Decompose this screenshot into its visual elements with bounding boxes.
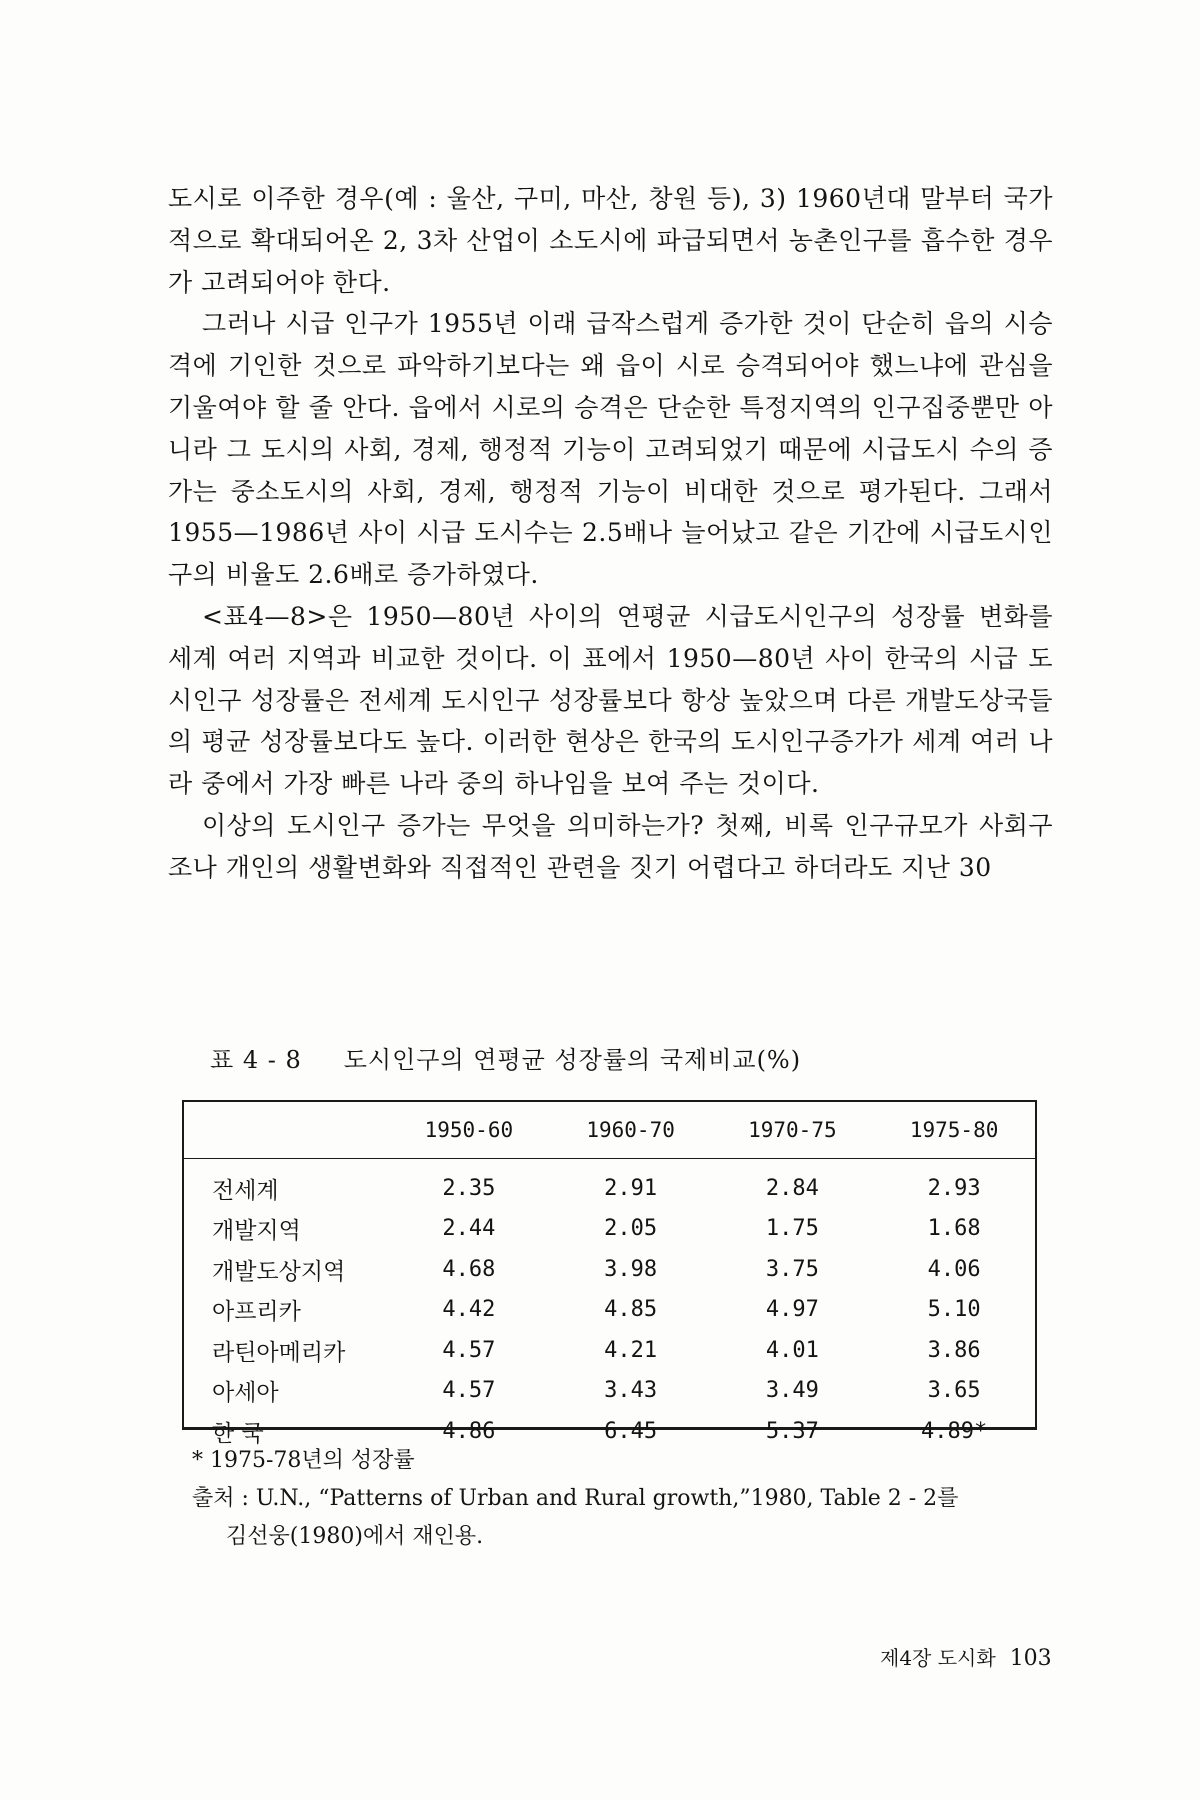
column-header: 1960-70 — [550, 1102, 712, 1159]
page-number: 103 — [1009, 1646, 1052, 1671]
table-row — [184, 1290, 1035, 1331]
table-cell: 4.68 — [442, 1256, 496, 1282]
chapter-title: 제4장 도시화 — [880, 1646, 996, 1670]
table-cell: 4.42 — [442, 1297, 496, 1323]
table-cell: 4.97 — [765, 1297, 819, 1323]
body-text — [168, 178, 1053, 889]
data-table — [182, 1100, 1037, 1447]
table-cell: 5.10 — [927, 1297, 981, 1323]
row-label: 전세계 — [212, 1177, 279, 1204]
row-label: 아프리카 — [212, 1299, 301, 1326]
table-cell: 4.06 — [927, 1256, 981, 1282]
table-cell: 2.35 — [442, 1175, 496, 1201]
table-cell: 4.57 — [442, 1378, 496, 1404]
table-cell: 2.93 — [927, 1175, 981, 1201]
table-number: 표 4 - 8 — [210, 1046, 302, 1074]
table-cell: 4.57 — [442, 1337, 496, 1363]
paragraph: 이상의 도시인구 증가는 무엇을 의미하는가? 첫째, 비록 인구규모가 사회구조나 개인의 생활변화와 직접적인 관련을 짓기 어렵다고 하더라도 지난 30 — [168, 810, 1053, 882]
row-label: 한 국 — [212, 1420, 264, 1447]
table-cell: 4.86 — [442, 1418, 496, 1444]
table-row — [184, 1249, 1035, 1290]
table-cell: 4.01 — [765, 1337, 819, 1363]
row-label: 아세아 — [212, 1380, 279, 1407]
page-footer — [880, 1642, 1052, 1671]
row-label: 개발도상지역 — [212, 1258, 346, 1285]
table-caption — [210, 1040, 801, 1075]
table-row — [184, 1159, 1035, 1209]
table-notes — [192, 1442, 1052, 1556]
table-cell: 3.65 — [927, 1378, 981, 1404]
table-cell: 3.49 — [765, 1378, 819, 1404]
table-row — [184, 1209, 1035, 1250]
footnote: * 1975-78년의 성장률 — [192, 1448, 415, 1473]
column-header: 1950-60 — [388, 1102, 550, 1159]
table-cell: 1.75 — [765, 1216, 819, 1242]
table-row — [184, 1371, 1035, 1412]
paragraph: 그러나 시급 인구가 1955년 이래 급작스럽게 증가한 것이 단순히 읍의 시승격에 기인한 것으로 파악하기보다는 왜 읍이 시로 승격되어야 했느냐에 관심을 기울여야 할 줄 안다. 읍에서 시로의 승격은 단순한 특정지역의 인구집중뿐만 아니라 그 도시의 사회, 경제, 행정적 기능이 고려되었기 때문에 시급도시 수의 증가는 중소도시의 사회, 경제, 행정적 기능이 비대한 것으로 평가된다. 그래서 1955—1986년 사이 시급 도시수는 2.5배나 늘어났고 같은 기간에 시급도시인구의 비율도 2.6배로 증가하였다. — [168, 309, 1053, 590]
table-cell: 6.45 — [604, 1418, 658, 1444]
paragraph: 도시로 이주한 경우(예 : 울산, 구미, 마산, 창원 등), 3) 1960년대 말부터 국가적으로 확대되어온 2, 3차 산업이 소도시에 파급되면서 농촌인구를 흡수한 경우가 고려되어야 한다. — [168, 184, 1053, 297]
table-cell: 3.75 — [765, 1256, 819, 1282]
row-label: 라틴아메리카 — [212, 1339, 346, 1366]
table-cell: 4.89* — [921, 1418, 988, 1444]
table-title: 도시인구의 연평균 성장률의 국제비교(%) — [343, 1046, 802, 1074]
table-cell: 5.37 — [765, 1418, 819, 1444]
source-note-continued: 김선웅(1980)에서 재인용. — [226, 1524, 484, 1549]
table-header-row — [184, 1102, 1035, 1159]
table-cell: 3.86 — [927, 1337, 981, 1363]
table-cell: 2.44 — [442, 1216, 496, 1242]
table-cell: 1.68 — [927, 1216, 981, 1242]
table-row — [184, 1330, 1035, 1371]
table-cell: 2.05 — [604, 1216, 658, 1242]
column-header: 1975-80 — [873, 1102, 1035, 1159]
table-cell: 2.91 — [604, 1175, 658, 1201]
table-cell: 3.98 — [604, 1256, 658, 1282]
paragraph: <표4—8>은 1950—80년 사이의 연평균 시급도시인구의 성장률 변화를 세계 여러 지역과 비교한 것이다. 이 표에서 1950—80년 사이 한국의 시급 도시인구 성장률은 전세계 도시인구 성장률보다 항상 높았으며 다른 개발도상국들의 평균 성장률보다도 높다. 이러한 현상은 한국의 도시인구증가가 세계 여러 나라 중에서 가장 빠른 나라 중의 하나임을 보여 주는 것이다. — [168, 601, 1053, 799]
header-empty — [184, 1102, 388, 1159]
table-cell: 2.84 — [765, 1175, 819, 1201]
source-note: 출처 : U.N., “Patterns of Urban and Rural growth,”1980, Table 2 - 2를 — [192, 1486, 959, 1511]
column-header: 1970-75 — [712, 1102, 874, 1159]
table-cell: 4.21 — [604, 1337, 658, 1363]
table-cell: 3.43 — [604, 1378, 658, 1404]
row-label: 개발지역 — [212, 1218, 301, 1245]
table-cell: 4.85 — [604, 1297, 658, 1323]
